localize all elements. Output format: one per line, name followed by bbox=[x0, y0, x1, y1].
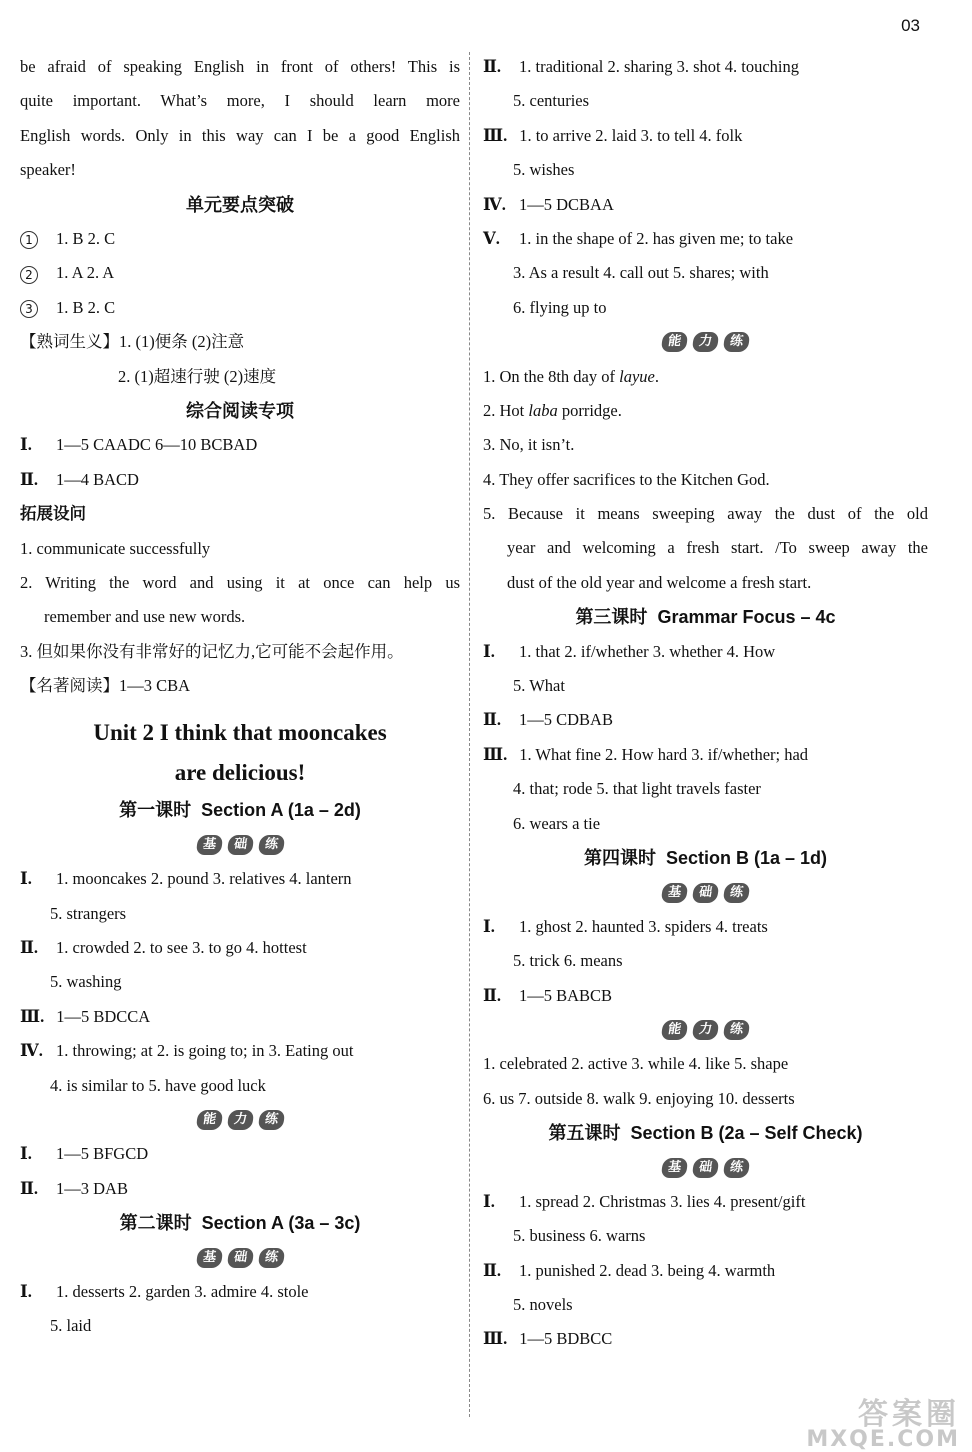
answer-row: 5. centuries bbox=[513, 91, 590, 111]
intro-line: speaker! bbox=[20, 160, 76, 180]
right-column bbox=[483, 50, 928, 1357]
answer-row: 5. washing bbox=[50, 972, 122, 992]
answer-row: Ⅱ. 1—5 BABCB bbox=[483, 985, 613, 1005]
answer-row: Ⅲ. 1—5 BDBCC bbox=[483, 1329, 613, 1349]
famous-row: 【名著阅读】1—3 CBA bbox=[20, 676, 191, 696]
lesson3-title: 第三课时 Grammar Focus – 4c bbox=[575, 607, 836, 629]
answer-row: Ⅴ. 1. in the shape of 2. has given me; to take bbox=[483, 228, 794, 248]
circled-number-icon: 3 bbox=[20, 300, 38, 318]
basic-practice-badge: 基 础 练 bbox=[20, 1241, 460, 1275]
answer-row: Ⅰ. 1—5 BFGCD bbox=[20, 1144, 149, 1164]
answer-row: Ⅱ. 1. crowded 2. to see 3. to go 4. hottest bbox=[20, 938, 307, 958]
reading-title: 综合阅读专项 bbox=[186, 400, 294, 421]
ability-practice-badge: 能 力 练 bbox=[20, 1103, 460, 1137]
answer-row: Ⅲ. 1. to arrive 2. laid 3. to tell 4. folk bbox=[483, 125, 743, 145]
point-row: 1 1. B 2. C bbox=[20, 222, 460, 256]
answer-row: 5. laid bbox=[50, 1316, 92, 1336]
lesson2-title: 第二课时 Section A (3a – 3c) bbox=[119, 1213, 361, 1235]
answer-row: Ⅰ. 1. mooncakes 2. pound 3. relatives 4. lantern bbox=[20, 869, 352, 889]
answer-row: 3. As a result 4. call out 5. shares; with bbox=[513, 263, 769, 283]
answer-row: Ⅱ. 1—4 BACD bbox=[20, 469, 139, 489]
answer-row: Ⅳ. 1—5 DCBAA bbox=[483, 194, 614, 214]
answer-row: Ⅲ. 1. What fine 2. How hard 3. if/whether; had bbox=[483, 744, 809, 764]
intro-line: be afraid of speaking English in front of others! This is bbox=[20, 57, 460, 76]
unit-title-line1: Unit 2 I think that mooncakes bbox=[93, 720, 387, 746]
page-number: 03 bbox=[901, 16, 920, 35]
answer-row: 1. celebrated 2. active 3. while 4. like 5. shape bbox=[483, 1054, 789, 1074]
answer-row: dust of the old year and welcome a fresh start. bbox=[507, 572, 812, 592]
answer-row: Ⅱ. 1—3 DAB bbox=[20, 1178, 128, 1198]
answer-row: Ⅰ. 1. ghost 2. haunted 3. spiders 4. treats bbox=[483, 916, 768, 936]
extend-title: 拓展设问 bbox=[20, 504, 86, 524]
extend-line: remember and use new words. bbox=[44, 607, 246, 627]
answer-row: 5. Because it means sweeping away the dust of the old bbox=[483, 504, 928, 524]
answer-row: Ⅰ. 1—5 CAADC 6—10 BCBAD bbox=[20, 435, 258, 455]
answer-row: 6. flying up to bbox=[513, 297, 607, 317]
watermark-logo: 答案圈 MXQE.COM bbox=[806, 1397, 960, 1452]
answer-row: 5. strangers bbox=[50, 903, 127, 923]
basic-practice-badge: 基 础 练 bbox=[483, 1151, 928, 1185]
extend-line: 2. Writing the word and using it at once can help us bbox=[20, 572, 460, 592]
ability-practice-badge: 能 力 练 bbox=[483, 1013, 928, 1047]
answer-row: 4. that; rode 5. that light travels faster bbox=[513, 779, 761, 799]
column-divider bbox=[469, 52, 470, 1417]
answer-row: 5. business 6. warns bbox=[513, 1226, 646, 1246]
point-row: 2 1. A 2. A bbox=[20, 256, 460, 290]
unit-points-title: 单元要点突破 bbox=[186, 194, 294, 215]
basic-practice-badge: 基 础 练 bbox=[483, 875, 928, 909]
answer-row: 3. No, it isn’t. bbox=[483, 435, 575, 455]
shuci-row: 2. (1)超速行驶 (2)速度 bbox=[118, 366, 277, 386]
point-row: 3 1. B 2. C bbox=[20, 291, 460, 325]
famous-label: 【名著阅读】 bbox=[20, 676, 119, 696]
answer-row: 1. On the 8th day of layue. bbox=[483, 366, 659, 386]
unit-title-line2: are delicious! bbox=[174, 760, 306, 786]
shuci-label: 【熟词生义】 bbox=[20, 332, 119, 352]
answer-row: Ⅰ. 1. desserts 2. garden 3. admire 4. stole bbox=[20, 1281, 309, 1301]
intro-line: English words. Only in this way can I be a good English bbox=[20, 125, 460, 145]
ability-practice-badge: 能 力 练 bbox=[483, 325, 928, 359]
shuci-row: 【熟词生义】1. (1)便条 (2)注意 bbox=[20, 332, 245, 352]
answer-row: year and welcoming a fresh start. /To sweep away the bbox=[507, 538, 928, 558]
answer-row: 4. is similar to 5. have good luck bbox=[50, 1075, 266, 1095]
answer-row: 5. novels bbox=[513, 1295, 573, 1315]
basic-practice-badge: 基 础 练 bbox=[20, 828, 460, 862]
extend-line: 1. communicate successfully bbox=[20, 538, 211, 558]
circled-number-icon: 1 bbox=[20, 231, 38, 249]
answer-row: Ⅲ. 1—5 BDCCA bbox=[20, 1006, 151, 1026]
lesson4-title: 第四课时 Section B (1a – 1d) bbox=[583, 848, 828, 870]
answer-row: 5. What bbox=[513, 676, 565, 696]
answer-row: 5. wishes bbox=[513, 160, 575, 180]
answer-row: Ⅱ. 1—5 CDBAB bbox=[483, 710, 613, 730]
lesson5-title: 第五课时 Section B (2a – Self Check) bbox=[548, 1123, 863, 1145]
extend-line: 3. 但如果你没有非常好的记忆力,它可能不会起作用。 bbox=[20, 641, 404, 661]
answer-row: Ⅱ. 1. punished 2. dead 3. being 4. warmth bbox=[483, 1260, 776, 1280]
circled-number-icon: 2 bbox=[20, 266, 38, 284]
lesson1-title: 第一课时 Section A (1a – 2d) bbox=[119, 800, 361, 822]
answer-row: Ⅰ. 1. that 2. if/whether 3. whether 4. How bbox=[483, 641, 776, 661]
answer-row: 5. trick 6. means bbox=[513, 951, 623, 971]
answer-row: Ⅳ. 1. throwing; at 2. is going to; in 3. Eating out bbox=[20, 1041, 354, 1061]
answer-row: Ⅱ. 1. traditional 2. sharing 3. shot 4. touching bbox=[483, 57, 800, 76]
intro-line: quite important. What’s more, I should learn more bbox=[20, 91, 460, 111]
answer-row: 4. They offer sacrifices to the Kitchen God. bbox=[483, 469, 770, 489]
answer-row: 6. wears a tie bbox=[513, 813, 601, 833]
answer-row: 6. us 7. outside 8. walk 9. enjoying 10. desserts bbox=[483, 1088, 795, 1108]
answer-row: Ⅰ. 1. spread 2. Christmas 3. lies 4. present/gift bbox=[483, 1191, 806, 1211]
answer-row: 2. Hot laba porridge. bbox=[483, 400, 622, 420]
left-column bbox=[20, 50, 460, 1344]
